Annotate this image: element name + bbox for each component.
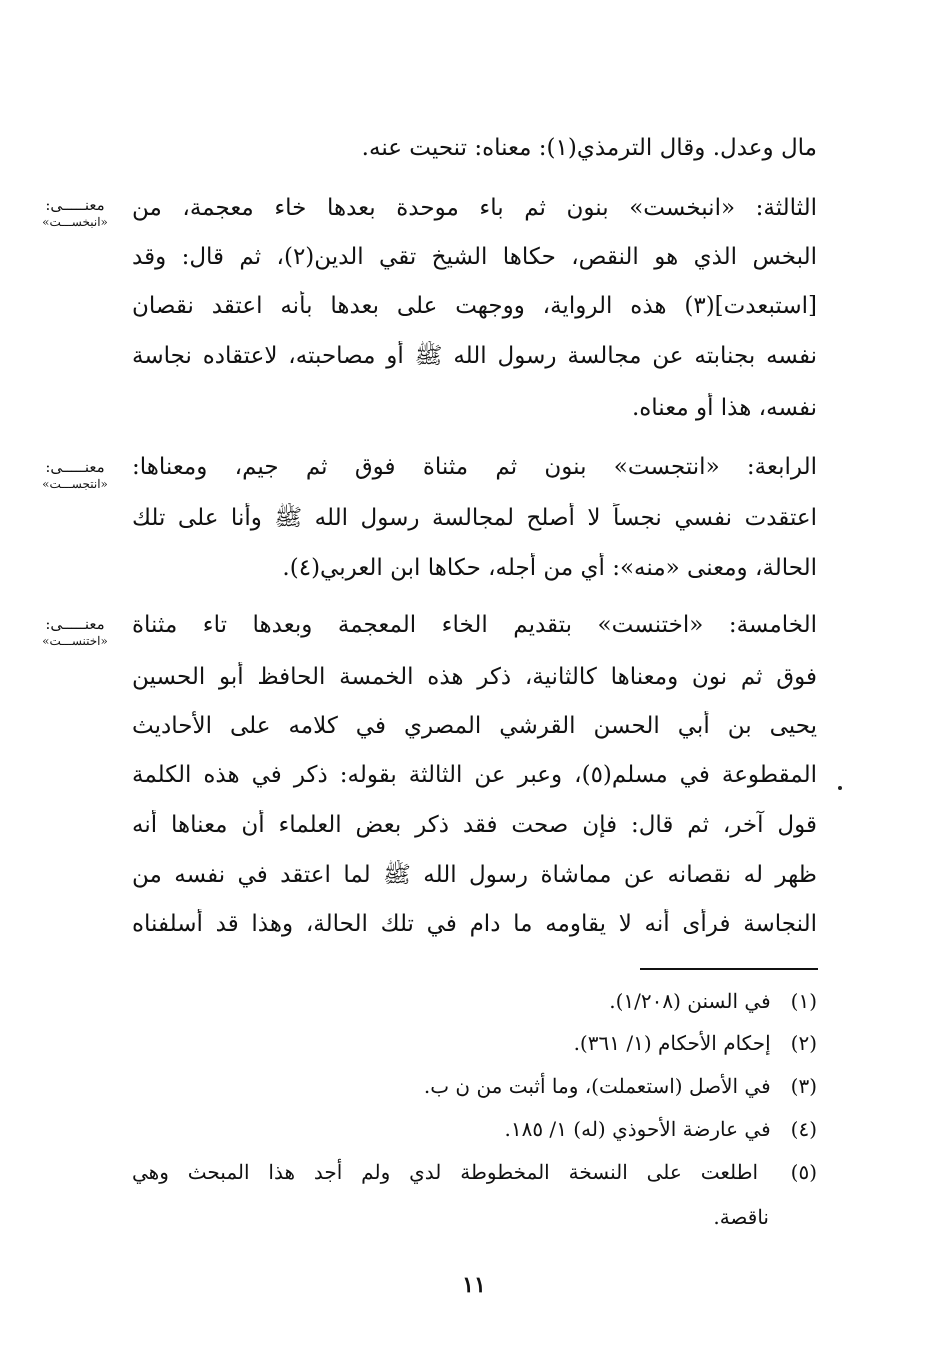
margin-note-subject: «اختنســـت» — [42, 634, 108, 648]
margin-note-title: معنـــــى: — [45, 196, 105, 214]
footnote-text: في عارضة الأحوذي (له) ١/ ١٨٥. — [504, 1117, 771, 1141]
body-line: الخامسة: «اختنست» بتقديم الخاء المعجمة وبعدها تاء مثناة — [132, 612, 817, 638]
footnote-number: (٥) — [790, 1160, 817, 1184]
footnote-text: في الأصل (استعملت)، وما أثبت من ن ب. — [423, 1074, 771, 1098]
margin-note — [22, 459, 128, 493]
body-line: المقطوعة في مسلم(٥)، وعبر عن الثالثة بقوله: ذكر في هذه الكلمة — [132, 762, 817, 788]
body-line: نفسه، هذا أو معناه. — [631, 395, 817, 421]
footnote — [132, 1158, 817, 1186]
body-line: فوق ثم نون ومعناها كالثانية، ذكر هذه الخمسة الحافظ أبو الحسين — [132, 664, 817, 690]
footnote-separator — [640, 968, 818, 970]
margin-note-title: معنـــــى: — [45, 458, 105, 476]
body-line: ظهر له نقصانه عن مماشاة رسول الله ﷺ لما اعتقد في نفسه من — [132, 862, 817, 888]
body-line: اعتقدت نفسي نجساً لا أصلح لمجالسة رسول الله ﷺ وأنا على تلك — [132, 505, 817, 531]
footnote — [132, 987, 817, 1015]
body-line: الرابعة: «انتجست» بنون ثم مثناة فوق ثم جيم، ومعناها: — [132, 454, 817, 480]
body-line: الحالة، ومعنى «منه»: أي من أجله، حكاها ابن العربي(٤). — [282, 555, 817, 581]
margin-note — [22, 616, 128, 650]
body-line: [استبعدت](٣) هذه الرواية، ووجهت على بعدها بأنه اعتقد نقصان — [132, 293, 817, 319]
margin-note-subject: «انبخســـت» — [42, 215, 108, 229]
footnote — [132, 1115, 817, 1143]
margin-note-subject: «انتجســـت» — [42, 477, 108, 491]
footnote-text: إحكام الأحكام (١/ ٣٦١). — [573, 1031, 771, 1055]
body-line: قول آخر، ثم قال: فإن صحت فقد ذكر بعض العلماء أن معناها أنه — [132, 812, 817, 838]
footnote-text: في السنن (١/٢٠٨). — [609, 989, 771, 1013]
footnote — [132, 1029, 817, 1057]
margin-note — [22, 197, 128, 231]
margin-note-title: معنـــــى: — [45, 615, 105, 633]
ink-dot — [838, 786, 842, 790]
footnote-number: (٤) — [790, 1117, 817, 1141]
page-number: ١١ — [462, 1272, 486, 1298]
footnote — [132, 1072, 817, 1100]
footnote-text: اطلعت على النسخة المخطوطة لدي ولم أجد هذا المبحث وهي — [132, 1160, 759, 1184]
body-line: البخس الذي هو النقص، حكاها الشيخ تقي الدين(٢)، ثم قال: وقد — [132, 244, 817, 270]
body-line: مال وعدل. وقال الترمذي(١): معناه: تنحيت عنه. — [361, 135, 817, 161]
body-line: الثالثة: «انبخست» بنون ثم باء موحدة بعدها خاء معجمة، من — [132, 195, 817, 221]
footnote-number: (٣) — [790, 1074, 817, 1098]
body-line: يحيى بن أبي الحسن القرشي المصري في كلامه على الأحاديث — [132, 713, 817, 739]
body-line: نفسه بجنابته عن مجالسة رسول الله ﷺ أو مصاحبته، لاعتقاده نجاسة — [132, 343, 817, 369]
body-line: النجاسة فرأى أنه لا يقاومه ما دام في تلك الحالة، وهذا قد أسلفناه — [132, 911, 817, 937]
footnote-number: (١) — [790, 989, 817, 1013]
footnote-continuation: ناقصة. — [713, 1205, 769, 1229]
footnote-number: (٢) — [790, 1031, 817, 1055]
